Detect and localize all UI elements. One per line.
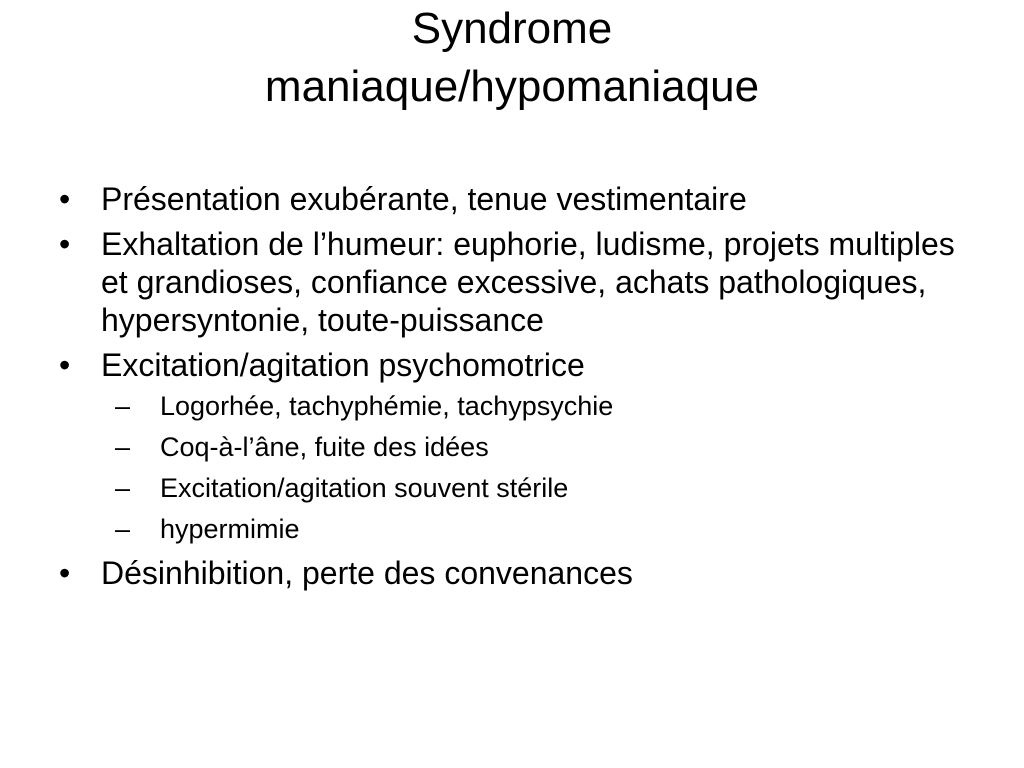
bullet-marker: • (59, 226, 71, 262)
slide-title (0, 0, 1024, 116)
bullet-item (55, 180, 985, 218)
bullet-item (55, 346, 985, 546)
bullet-text: Désinhibition, perte des convenances (101, 555, 633, 591)
sub-bullet-item (115, 431, 985, 464)
bullet-marker: • (59, 555, 71, 591)
sub-bullet-text: Logorhée, tachyphémie, tachypsychie (160, 391, 614, 421)
sub-bullet-item (115, 513, 985, 546)
slide-title-line-2: maniaque/hypomaniaque (264, 62, 760, 111)
bullet-item (55, 554, 985, 592)
sub-bullet-marker: – (115, 514, 131, 544)
sub-bullet-marker: – (115, 391, 131, 421)
bullet-text: Exhaltation de l’humeur: euphorie, ludisme, projets multiples et grandioses, confiance excessive, achats pathologiques, hypersyntonie, toute-puissance (101, 226, 955, 338)
bullet-text: Présentation exubérante, tenue vestimentaire (101, 181, 747, 217)
sub-bullet-list (101, 390, 985, 546)
sub-bullet-item (115, 390, 985, 423)
bullet-text: Excitation/agitation psychomotrice (101, 347, 585, 383)
sub-bullet-marker: – (115, 473, 131, 503)
sub-bullet-text: Excitation/agitation souvent stérile (160, 473, 569, 503)
bullet-list (55, 180, 985, 599)
bullet-item (55, 225, 985, 339)
sub-bullet-item (115, 472, 985, 505)
sub-bullet-text: Coq-à-l’âne, fuite des idées (160, 432, 489, 462)
bullet-marker: • (59, 347, 71, 383)
bullet-marker: • (59, 181, 71, 217)
sub-bullet-marker: – (115, 432, 131, 462)
sub-bullet-text: hypermimie (160, 514, 300, 544)
slide-title-line-1: Syndrome (411, 4, 613, 53)
